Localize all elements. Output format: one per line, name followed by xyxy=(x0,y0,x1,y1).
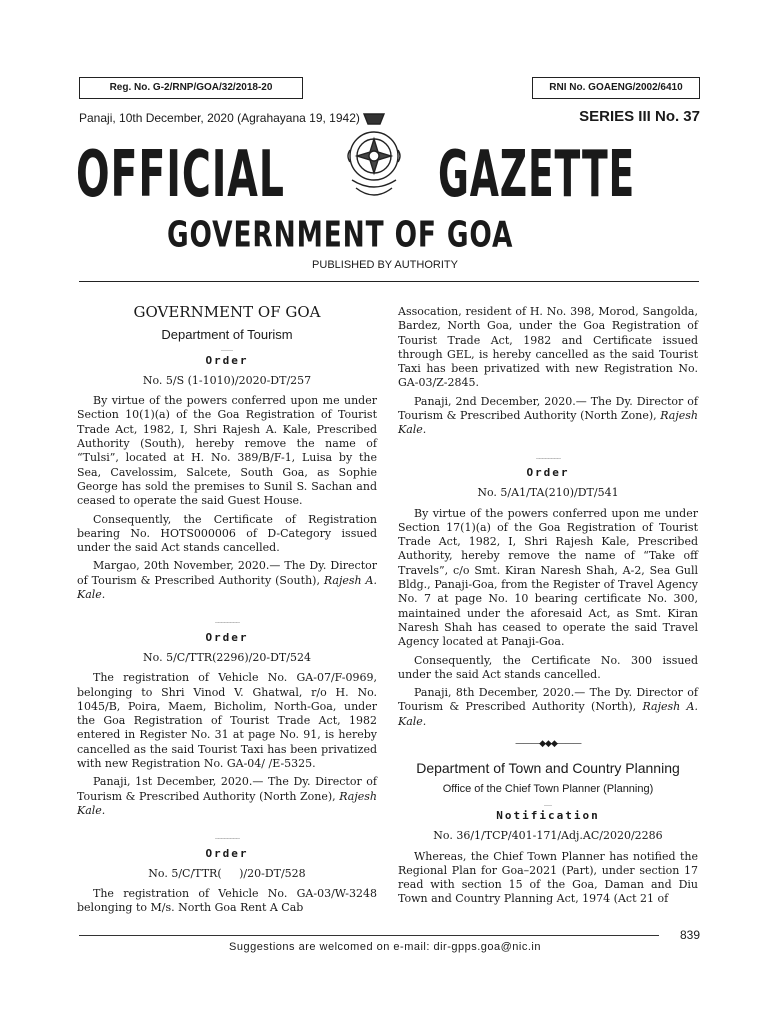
masthead-official: OFFICIAL xyxy=(76,136,285,212)
published-by-authority: PUBLISHED BY AUTHORITY xyxy=(312,259,458,271)
paragraph: Consequently, the Certificate of Registration bearing No. HOTS000006 of D-Category issued under the said Act stands cancelled. xyxy=(77,512,377,555)
order-heading: Order xyxy=(205,630,249,644)
state-emblem-icon xyxy=(342,110,406,208)
separator: ________ xyxy=(536,449,560,459)
separator: ________ xyxy=(215,614,239,624)
order-number: No. 5/A1/TA(210)/DT/541 xyxy=(477,486,619,500)
paragraph: The registration of Vehicle No. GA-07/F-0969, belonging to Shri Vinod V. Ghatwal, r/o H. No. 1045/B, Poira, Maem, Bicholim, North-Goa, under the Goa Registration of Tourist Trade Act, 1982 entered in Register No. 31 at page No. 91, is hereby cancelled as the said Tourist Taxi has been privatized with new Registration No. GA-04/ /E-5325. xyxy=(77,671,377,771)
footer-suggestions: Suggestions are welcomed on e-mail: dir-gpps.goa@nic.in xyxy=(229,941,541,953)
paragraph: Assocation, resident of H. No. 398, Morod, Sangolda, Bardez, North Goa, under the Goa Registration of Tourist Trade Act, 1982 and Certificate issued through GEL, is hereby cancelled as the said Tourist Taxi has been privatized with new Registration No. GA-03/Z-2845. xyxy=(398,305,698,390)
series-number: SERIES III No. 37 xyxy=(579,108,700,125)
issue-date: Panaji, 10th December, 2020 (Agrahayana 19, 1942) xyxy=(79,111,360,125)
left-column xyxy=(77,305,377,920)
order-number: No. 5/S (1-1010)/2020-DT/257 xyxy=(142,373,312,387)
masthead-gazette: GAZETTE xyxy=(438,136,636,212)
right-column xyxy=(398,305,698,911)
order-heading: Order xyxy=(526,465,570,479)
order-heading: Order xyxy=(205,353,249,367)
paragraph: Margao, 20th November, 2020.— The Dy. Director of Tourism & Prescribed Authority (South), Rajesh A. Kale. xyxy=(77,559,377,602)
department-heading: Department of Town and Country Planning xyxy=(416,760,680,777)
paragraph: By virtue of the powers conferred upon me under Section 17(1)(a) of the Goa Registration of Tourist Trade Act, 1982, I, Shri Rajesh Kale, Prescribed Authority, hereby remove the name of “Take off Travels”, c/o Smt. Kiran Naresh Shah, A-2, Sea Gull Bldg., Panaji-Goa, from the Register of Travel Agency No. 7 at page No. 10 bearing certificate No. 300, maintained under the aforesaid Act, as Smt. Kiran Naresh Shah has ceased to operate the said Travel Agency located at Panaji-Goa. xyxy=(398,506,698,649)
ornament-divider: ———◆◆◆——— xyxy=(515,739,581,750)
footer-rule xyxy=(79,935,659,936)
department-heading: Department of Tourism xyxy=(161,327,293,343)
notification-number: No. 36/1/TCP/401-171/Adj.AC/2020/2286 xyxy=(433,829,663,843)
notification-heading: Notification xyxy=(496,808,600,822)
office-heading: Office of the Chief Town Planner (Planning) xyxy=(442,782,654,795)
paragraph: By virtue of the powers conferred upon me under Section 10(1)(a) of the Goa Registration of Tourist Trade Act, 1982, I, Shri Rajesh A. Kale, Prescribed Authority (South), hereby remove the name of “Tulsi”, located at H. No. 389/B/F-1, Luisa by the Sea, Cavelossim, Salcete, South Goa, as Sophie George has sold the premises to Sunil S. Sachan and ceased to operate the said Guest House. xyxy=(77,394,377,508)
header-rule xyxy=(79,281,699,282)
order-heading: Order xyxy=(205,846,249,860)
dash-separator: __ xyxy=(544,796,552,806)
paragraph: Whereas, the Chief Town Planner has notified the Regional Plan for Goa–2021 (Part), under section 17 read with section 15 of the Goa, Daman and Diu Town and Country Planning Act, 1974 (Act 21 of xyxy=(398,849,698,906)
page-number: 839 xyxy=(679,928,700,942)
paragraph: Panaji, 1st December, 2020.— The Dy. Director of Tourism & Prescribed Authority (North Zone), Rajesh Kale. xyxy=(77,775,377,817)
registration-number-box: Reg. No. G-2/RNP/GOA/32/2018-20 xyxy=(79,77,303,99)
gov-title: GOVERNMENT OF GOA xyxy=(133,303,321,321)
separator: ________ xyxy=(215,830,239,840)
paragraph: Consequently, the Certificate No. 300 issued under the said Act stands cancelled. xyxy=(398,653,698,681)
order-number: No. 5/C/TTR( )/20-DT/528 xyxy=(148,866,306,880)
order-number: No. 5/C/TTR(2296)/20-DT/524 xyxy=(143,650,311,664)
dash-separator: ___ xyxy=(221,341,233,351)
paragraph: Panaji, 2nd December, 2020.— The Dy. Director of Tourism & Prescribed Authority (North Zone), Rajesh Kale. xyxy=(398,394,698,437)
rni-number-box: RNI No. GOAENG/2002/6410 xyxy=(532,77,700,99)
paragraph: The registration of Vehicle No. GA-03/W-3248 belonging to M/s. North Goa Rent A Cab xyxy=(77,887,377,915)
paragraph: Panaji, 8th December, 2020.— The Dy. Director of Tourism & Prescribed Authority (North), Rajesh A. Kale. xyxy=(398,686,698,728)
masthead-government: GOVERNMENT OF GOA xyxy=(167,214,514,256)
